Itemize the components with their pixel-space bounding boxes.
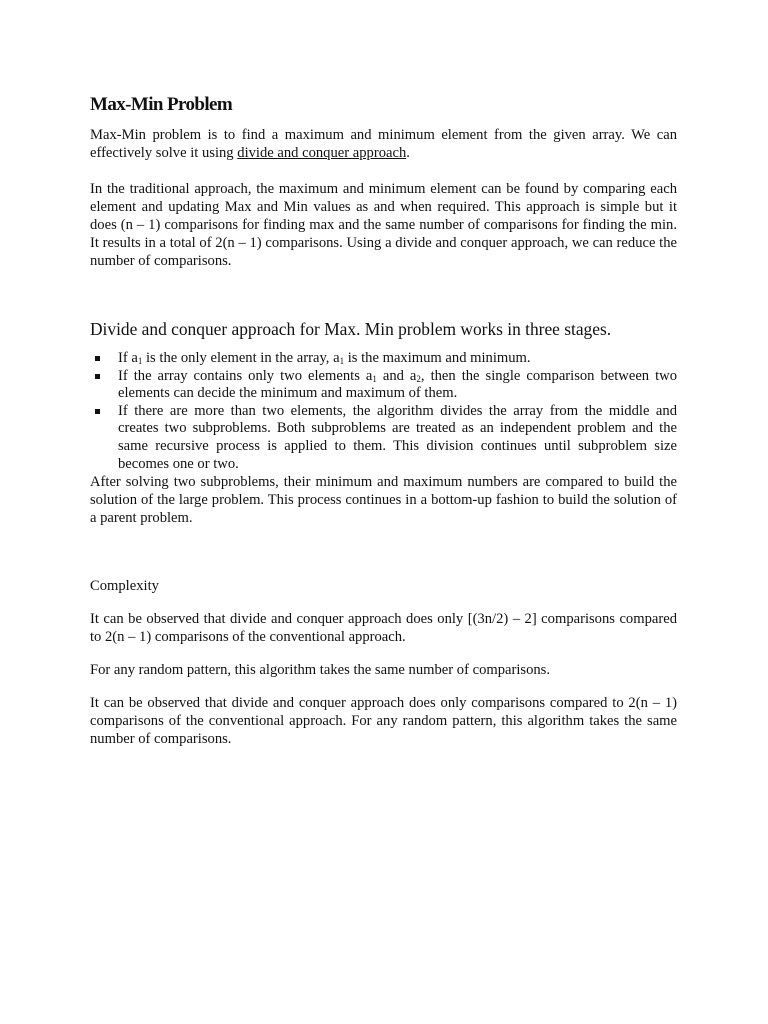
list-item: If there are more than two elements, the algorithm divides the array from the middle and creates two subproblems. Both subproblems are treated as an independent problem and the same recursive process is applied to them. This division continues until subproblem size becomes one or two. [90, 403, 677, 473]
complexity-paragraph-2: For any random pattern, this algorithm takes the same number of comparisons. [90, 662, 551, 679]
square-bullet-icon [95, 356, 100, 361]
complexity-heading: Complexity [90, 578, 159, 595]
complexity-paragraph-1: It can be observed that divide and conquer approach does only [(3n/2) – 2] comparisons compared to 2(n – 1) comparisons of the conventional approach. [90, 611, 677, 646]
traditional-approach-paragraph: In the traditional approach, the maximum and minimum element can be found by comparing each element and updating Max and Min values as and when required. This approach is simple but it does (n – 1) comparisons for finding max and the same number of comparisons for finding the min. It results in a total of 2(n – 1) comparisons. Using a divide and conquer approach, we can reduce the number of comparisons. [90, 181, 677, 269]
list-item: If $a_1$ is the only element in the array, $a_1$ is the maximum and minimum. [90, 350, 677, 368]
intro-paragraph [90, 126, 677, 162]
intro-text-end: . [406, 145, 410, 161]
square-bullet-icon [95, 409, 100, 414]
stages-heading: Divide and conquer approach for Max. Min problem works in three stages. [90, 319, 612, 339]
divide-and-conquer-link[interactable]: divide and conquer approach [237, 145, 407, 161]
document-page [90, 93, 677, 748]
after-solving-paragraph: After solving two subproblems, their minimum and maximum numbers are compared to build the solution of the large problem. This process continues in a bottom-up fashion to build the solution of a parent problem. [90, 474, 677, 527]
intro-text-start: Max-Min problem is to find a maximum and minimum element from the given array. We can effectively solve it using [90, 127, 677, 161]
stages-list [90, 350, 677, 473]
complexity-paragraph-3: It can be observed that divide and conquer approach does only comparisons compared to 2(n – 1) comparisons of the conventional approach. For any random pattern, this algorithm takes the same number of comparisons. [90, 695, 677, 748]
list-item: If the array contains only two elements $a_1$ and $a_2$, then the single comparison between two elements can decide the minimum and maximum of them. [90, 368, 677, 403]
page-title: Max-Min Problem [90, 94, 233, 115]
square-bullet-icon [95, 374, 100, 379]
